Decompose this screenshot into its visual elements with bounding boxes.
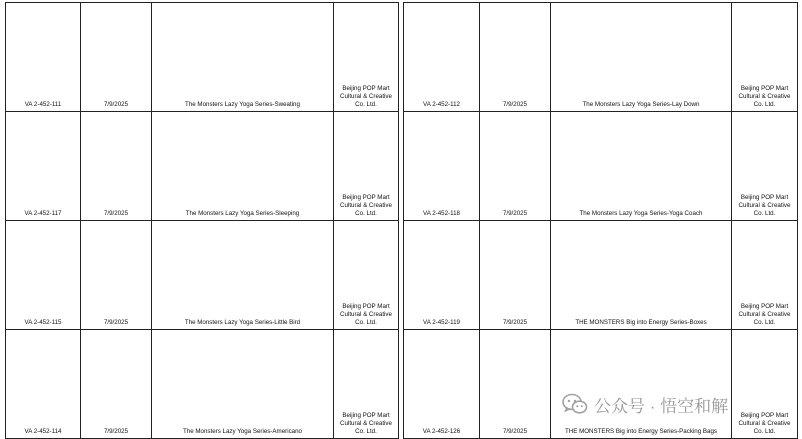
- registration-date: 7/9/2025: [480, 221, 551, 330]
- table-row: [6, 221, 399, 330]
- table-row: [6, 330, 399, 439]
- registration-date: 7/9/2025: [480, 3, 551, 112]
- left-table-body: [6, 3, 399, 439]
- copyright-owner: Beijing POP Mart Cultural & Creative Co. Ltd.: [334, 330, 399, 439]
- registration-number: VA 2-452-111: [6, 3, 81, 112]
- left-records-table: [5, 2, 399, 439]
- right-table-body: [404, 3, 798, 439]
- table-row: [404, 112, 798, 221]
- copyright-owner: Beijing POP Mart Cultural & Creative Co. Ltd.: [732, 330, 798, 439]
- work-title: THE MONSTERS Big into Energy Series-Boxes: [551, 221, 732, 330]
- registration-date: 7/9/2025: [81, 112, 152, 221]
- registration-number: VA 2-452-126: [404, 330, 480, 439]
- registration-number: VA 2-452-119: [404, 221, 480, 330]
- registration-number: VA 2-452-117: [6, 112, 81, 221]
- table-row: [6, 3, 399, 112]
- registration-date: 7/9/2025: [81, 330, 152, 439]
- table-row: [404, 221, 798, 330]
- work-title: The Monsters Lazy Yoga Series-Lay Down: [551, 3, 732, 112]
- registration-date: 7/9/2025: [81, 3, 152, 112]
- work-title: The Monsters Lazy Yoga Series-Yoga Coach: [551, 112, 732, 221]
- table-row: [6, 112, 399, 221]
- table-row: [404, 3, 798, 112]
- copyright-owner: Beijing POP Mart Cultural & Creative Co. Ltd.: [732, 221, 798, 330]
- copyright-owner: Beijing POP Mart Cultural & Creative Co. Ltd.: [732, 3, 798, 112]
- registration-date: 7/9/2025: [480, 112, 551, 221]
- watermark: [562, 391, 728, 417]
- copyright-owner: Beijing POP Mart Cultural & Creative Co. Ltd.: [334, 112, 399, 221]
- right-records-table: [403, 2, 798, 439]
- work-title: The Monsters Lazy Yoga Series-Sweating: [152, 3, 334, 112]
- copyright-owner: Beijing POP Mart Cultural & Creative Co. Ltd.: [334, 221, 399, 330]
- registration-date: 7/9/2025: [480, 330, 551, 439]
- wechat-icon: [562, 393, 588, 415]
- work-title: The Monsters Lazy Yoga Series-Little Bird: [152, 221, 334, 330]
- registration-number: VA 2-452-114: [6, 330, 81, 439]
- registration-number: VA 2-452-115: [6, 221, 81, 330]
- registration-number: VA 2-452-112: [404, 3, 480, 112]
- copyright-owner: Beijing POP Mart Cultural & Creative Co. Ltd.: [732, 112, 798, 221]
- watermark-text: 公众号 · 悟空和解: [594, 396, 729, 416]
- table-row: [404, 330, 798, 439]
- copyright-owner: Beijing POP Mart Cultural & Creative Co. Ltd.: [334, 3, 399, 112]
- registration-number: VA 2-452-118: [404, 112, 480, 221]
- work-title: The Monsters Lazy Yoga Series-Americano: [152, 330, 334, 439]
- registration-date: 7/9/2025: [81, 221, 152, 330]
- work-title: The Monsters Lazy Yoga Series-Sleeping: [152, 112, 334, 221]
- work-title: THE MONSTERS Big into Energy Series-Packing Bags: [551, 330, 732, 439]
